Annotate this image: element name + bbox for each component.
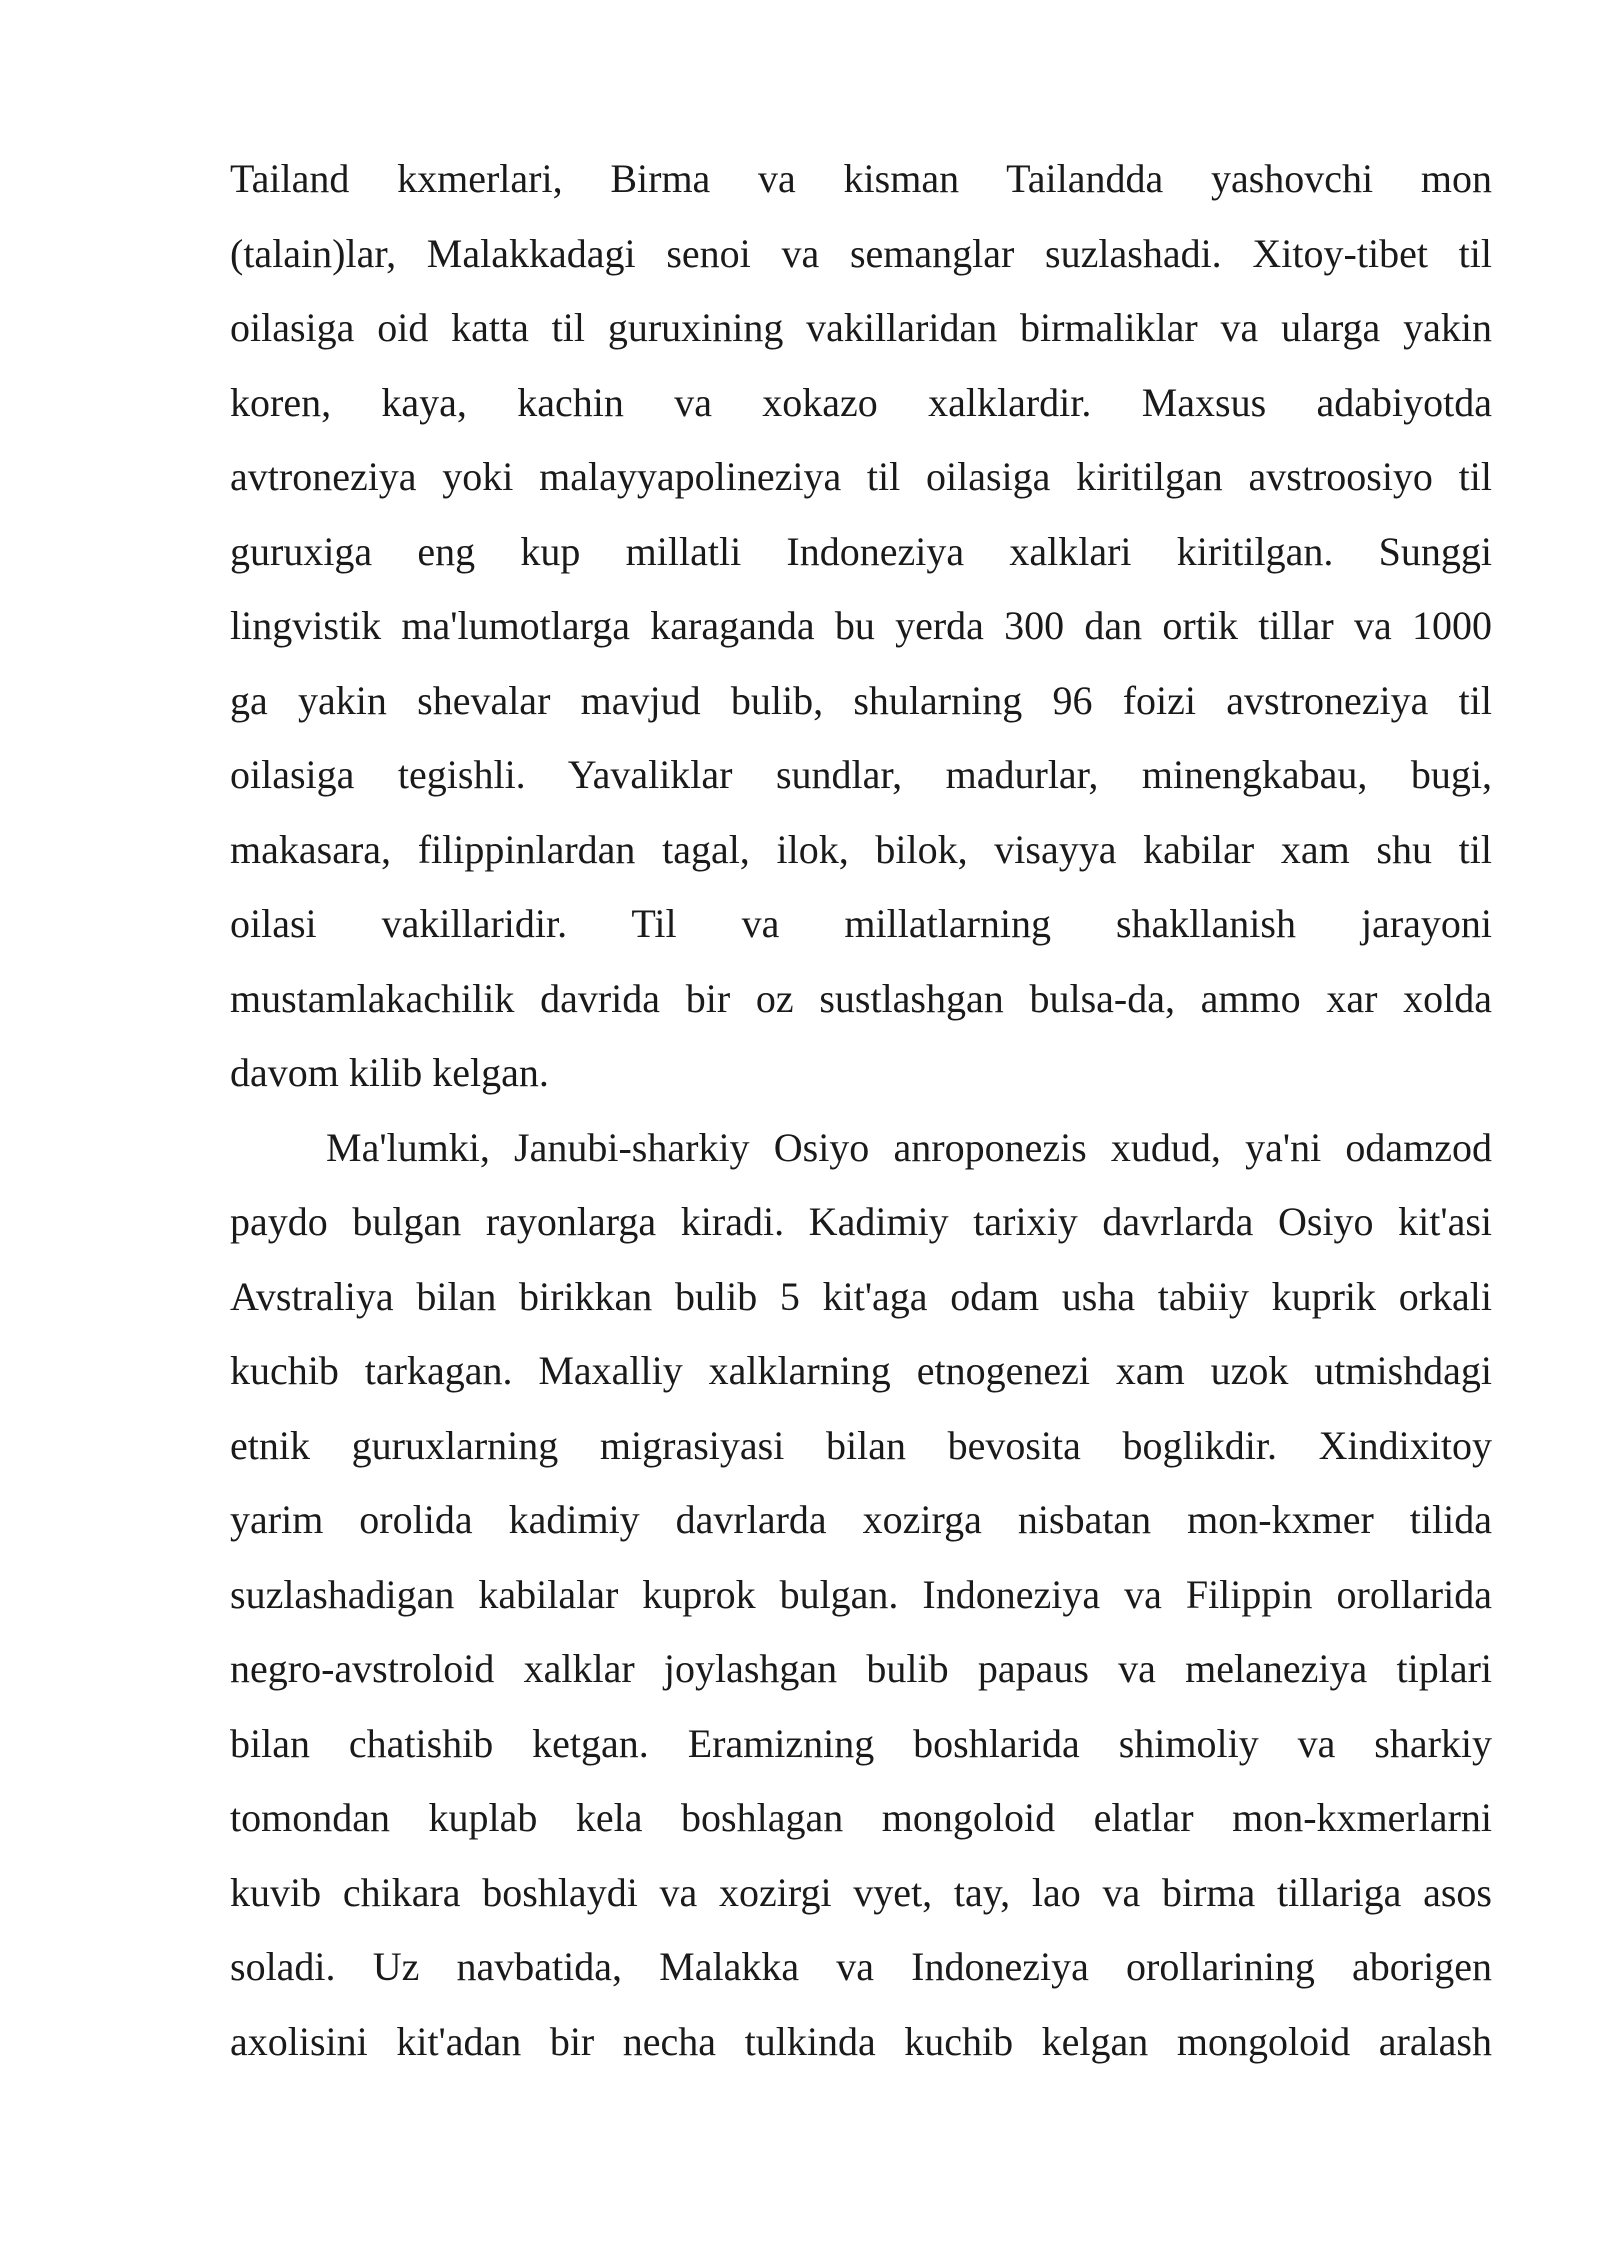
text-line: makasara, filippinlardan tagal, ilok, bilok, visayya kabilar xam shu til	[230, 826, 1492, 872]
text-line: mustamlakachilik davrida bir oz sustlashgan bulsa-da, ammo xar xolda	[230, 975, 1492, 1021]
text-line: negro-avstroloid xalklar joylashgan bulib papaus va melaneziya tiplari	[230, 1646, 1492, 1691]
text-line: paydo bulgan rayonlarga kiradi. Kadimiy tarixiy davrlarda Osiyo kit'asi	[230, 1199, 1492, 1244]
text-line: kuvib chikara boshlaydi va xozirgi vyet, tay, lao va birma tillariga asos	[230, 1869, 1492, 1915]
text-line: oilasiga oid katta til guruxining vakillaridan birmaliklar va ularga yakin	[230, 305, 1492, 350]
text-line: lingvistik ma'lumotlarga karaganda bu yerda 300 dan ortik tillar va 1000	[230, 603, 1492, 648]
text-line: axolisini kit'adan bir necha tulkinda kuchib kelgan mongoloid aralash	[230, 2018, 1492, 2064]
text-line: kuchib tarkagan. Maxalliy xalklarning etnogenezi xam uzok utmishdagi	[230, 1348, 1492, 1393]
text-line: Ma'lumki, Janubi-sharkiy Osiyo anroponezis xudud, ya'ni odamzod	[326, 1124, 1492, 1170]
text-line: soladi. Uz navbatida, Malakka va Indoneziya orollarining aborigen	[230, 1944, 1492, 1989]
text-line: davom kilib kelgan.	[230, 1050, 549, 1095]
text-line: ga yakin shevalar mavjud bulib, shularning 96 foizi avstroneziya til	[230, 677, 1492, 723]
text-line: oilasi vakillaridir. Til va millatlarning shakllanish jarayoni	[230, 901, 1492, 946]
text-line: yarim orolida kadimiy davrlarda xozirga nisbatan mon-kxmer tilida	[230, 1497, 1492, 1542]
text-line: Avstraliya bilan birikkan bulib 5 kit'aga odam usha tabiiy kuprik orkali	[230, 1273, 1492, 1319]
paragraph-2	[230, 1119, 1492, 2088]
text-line: suzlashadigan kabilalar kuprok bulgan. Indoneziya va Filippin orollarida	[230, 1571, 1492, 1617]
text-line: (talain)lar, Malakkadagi senoi va semanglar suzlashadi. Xitoy-tibet til	[230, 230, 1492, 276]
text-line: Tailand kxmerlari, Birma va kisman Tailandda yashovchi mon	[230, 156, 1492, 201]
text-line: etnik guruxlarning migrasiyasi bilan bevosita boglikdir. Xindixitoy	[230, 1422, 1492, 1468]
paragraph-1	[230, 150, 1492, 1119]
text-line: bilan chatishib ketgan. Eramizning boshlarida shimoliy va sharkiy	[230, 1720, 1492, 1766]
text-line: guruxiga eng kup millatli Indoneziya xalklari kiritilgan. Sunggi	[230, 528, 1492, 574]
text-line: koren, kaya, kachin va xokazo xalklardir. Maxsus adabiyotda	[230, 379, 1492, 425]
text-line: avtroneziya yoki malayyapolineziya til oilasiga kiritilgan avstroosiyo til	[230, 454, 1492, 499]
text-line: oilasiga tegishli. Yavaliklar sundlar, madurlar, minengkabau, bugi,	[230, 752, 1492, 797]
document-body	[230, 150, 1492, 2087]
text-line: tomondan kuplab kela boshlagan mongoloid elatlar mon-kxmerlarni	[230, 1795, 1492, 1840]
